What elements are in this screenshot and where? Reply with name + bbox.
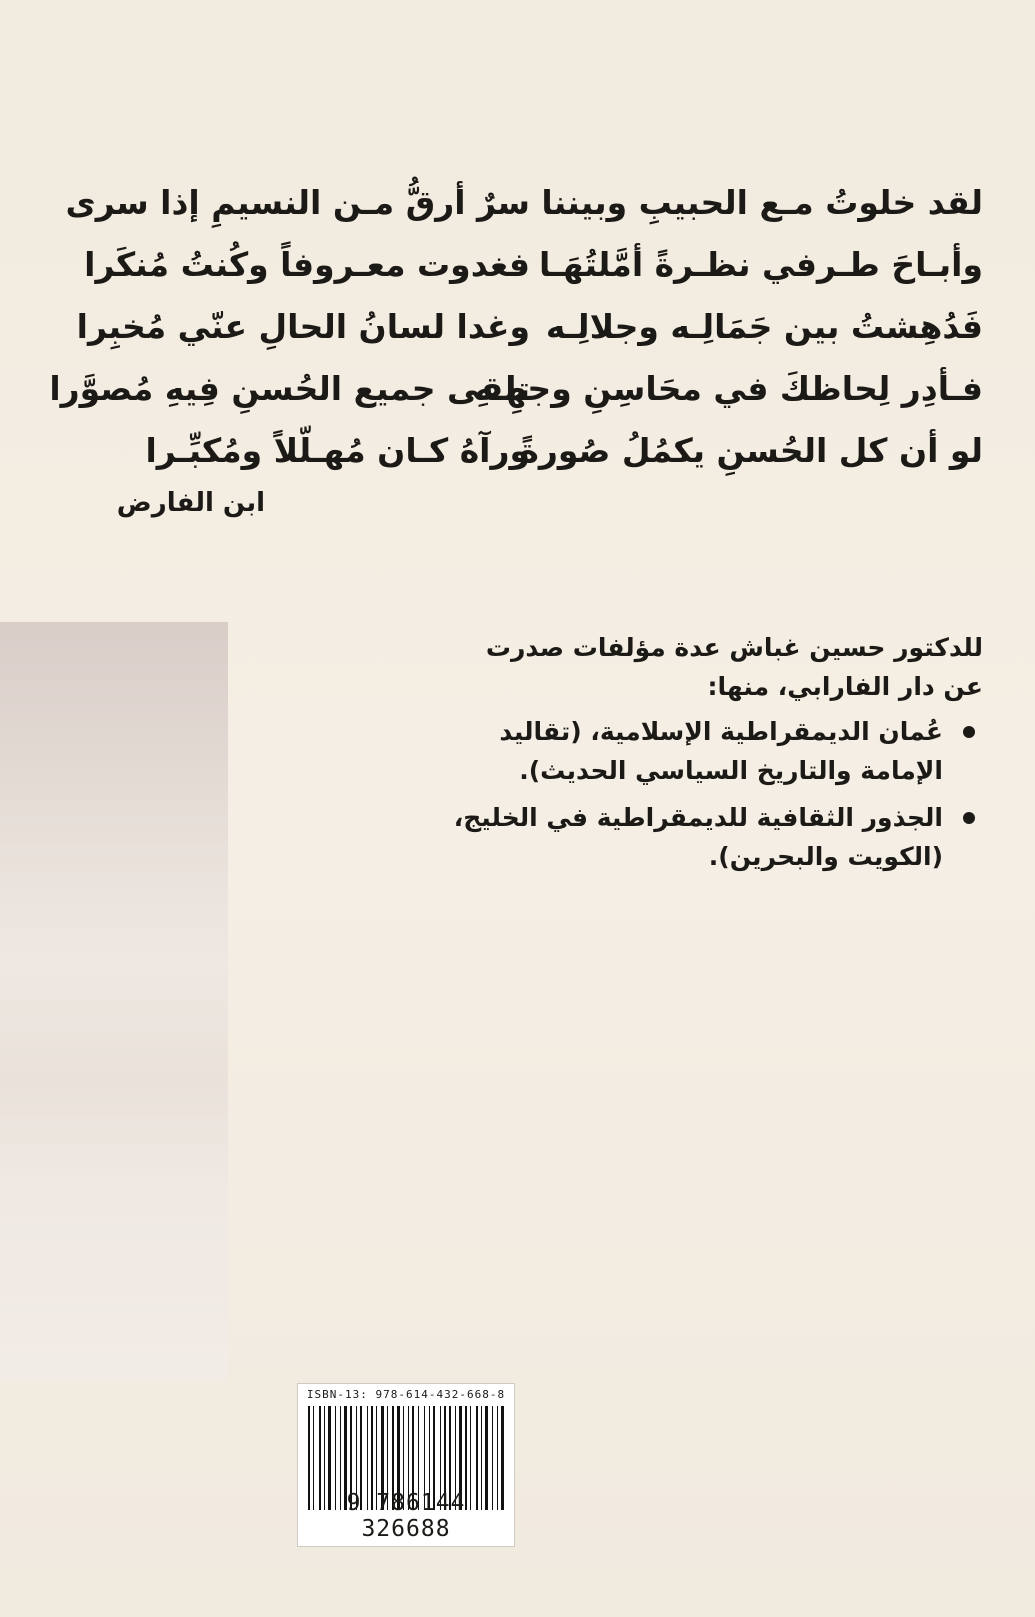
poet-name: ابن الفارض bbox=[116, 488, 265, 518]
poem-line: سرٌ أرقُّ مـن النسيمِ إذا سرى bbox=[65, 183, 530, 222]
author-works bbox=[443, 628, 983, 884]
poem-line: وغدا لسانُ الحالِ عنّي مُخبِرا bbox=[76, 307, 530, 346]
list-item bbox=[443, 712, 983, 790]
barcode-digits: 9 786144 326688 bbox=[346, 1490, 466, 1542]
poem-line: تلقى جميع الحُسنِ فِيهِ مُصوَّرا bbox=[49, 369, 530, 408]
poem-line: لو أن كل الحُسنِ يكمُلُ صُورةً bbox=[519, 431, 983, 470]
bullet-icon bbox=[963, 726, 975, 738]
poem-left-column bbox=[49, 172, 530, 482]
poem-line: فغدوت معـروفاً وكُنتُ مُنكَرا bbox=[84, 245, 530, 284]
poem-line: وأبـاحَ طـرفي نظـرةً أمَّلتُهَـا bbox=[539, 245, 983, 284]
poem-right-column bbox=[474, 172, 983, 482]
side-photo-strip bbox=[0, 622, 228, 1382]
poem-line: لقد خلوتُ مـع الحبيبِ وبيننا bbox=[541, 183, 983, 222]
poem-line: فَدُهِشتُ بين جَمَالِـه وجلالِـه bbox=[545, 307, 983, 346]
poem-line: فـأدِر لِحاظكَ في محَاسِنِ وجهِـهِ bbox=[474, 369, 983, 408]
poem-line: ورآهُ كـان مُهـلّلاً ومُكبِّـرا bbox=[145, 431, 530, 470]
works-list bbox=[443, 712, 983, 876]
works-intro: للدكتور حسين غباش عدة مؤلفات صدرت عن دار الفارابي، منها: bbox=[485, 633, 983, 701]
isbn-label: ISBN-13: 978-614-432-668-8 bbox=[306, 1388, 506, 1401]
work-title: الجذور الثقافية للديمقراطية في الخليج، (الكويت والبحرين). bbox=[453, 803, 943, 871]
list-item bbox=[443, 798, 983, 876]
isbn-barcode bbox=[297, 1383, 515, 1547]
work-title: عُمان الديمقراطية الإسلامية، (تقاليد الإمامة والتاريخ السياسي الحديث). bbox=[499, 717, 943, 785]
bullet-icon bbox=[963, 812, 975, 824]
